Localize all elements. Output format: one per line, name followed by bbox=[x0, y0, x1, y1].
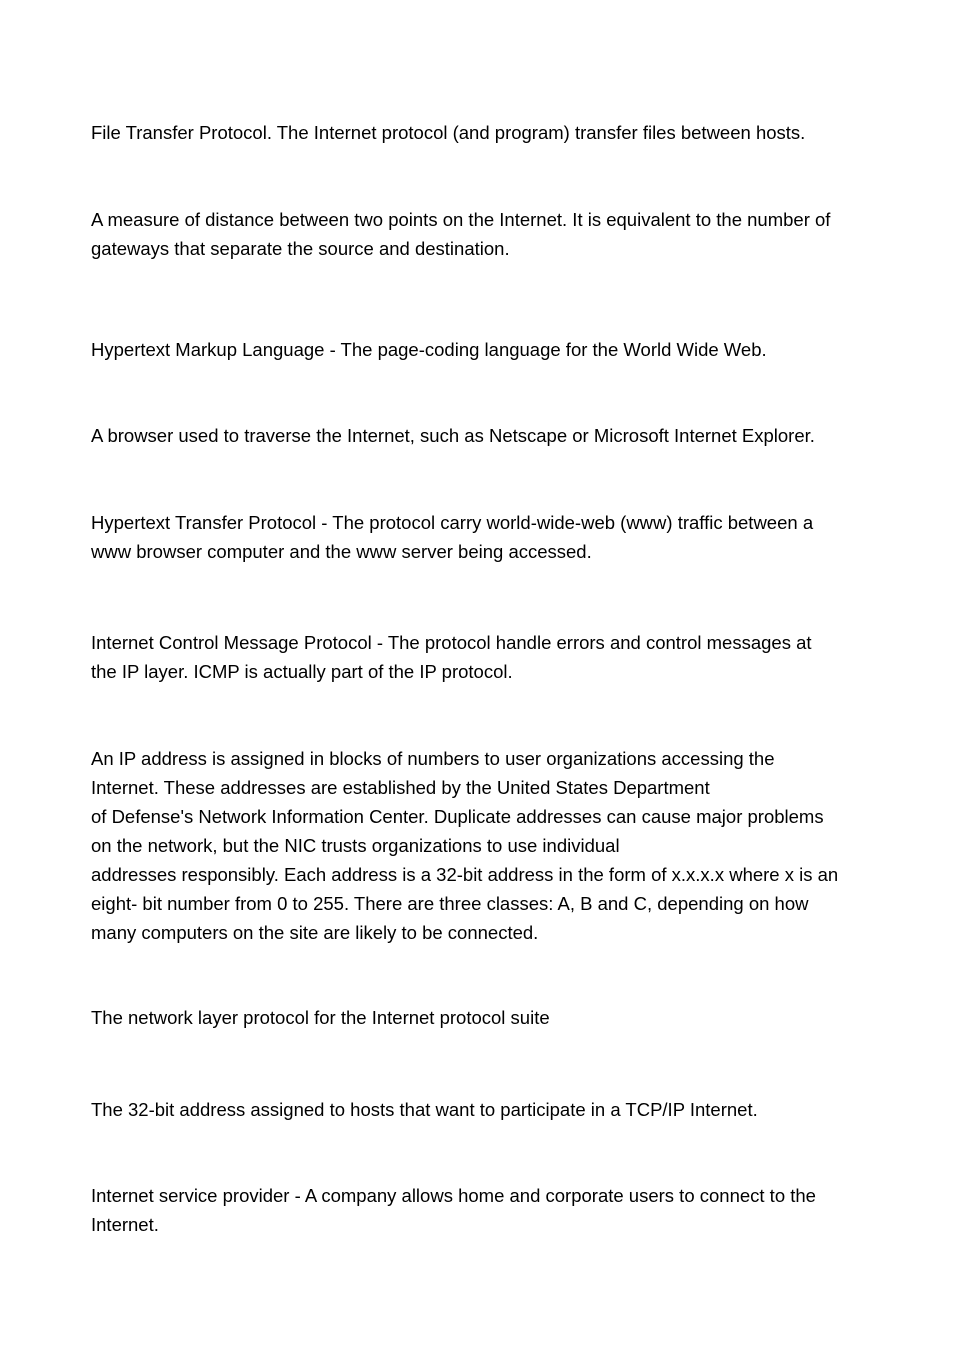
definition-line: The 32-bit address assigned to hosts that want to participate in a TCP/IP Internet. bbox=[91, 1099, 758, 1120]
definition-line: A measure of distance between two points on the Internet. It is equivalent to the number of bbox=[91, 209, 831, 230]
definition-browser bbox=[91, 421, 881, 450]
definition-line: Internet. bbox=[91, 1214, 159, 1235]
definition-icmp bbox=[91, 628, 881, 686]
definition-ip-address bbox=[91, 1095, 881, 1124]
definition-line: of Defense's Network Information Center. Duplicate addresses can cause major problems bbox=[91, 806, 824, 827]
definition-line: Hypertext Markup Language - The page-coding language for the World Wide Web. bbox=[91, 339, 767, 360]
definition-line: Hypertext Transfer Protocol - The protocol carry world-wide-web (www) traffic between a bbox=[91, 512, 814, 533]
definition-line: An IP address is assigned in blocks of numbers to user organizations accessing the bbox=[91, 748, 775, 769]
definition-line: eight- bit number from 0 to 255. There are three classes: A, B and C, depending on how bbox=[91, 893, 809, 914]
definition-line: gateways that separate the source and destination. bbox=[91, 238, 510, 259]
definition-hop bbox=[91, 205, 881, 263]
definition-line: Internet Control Message Protocol - The protocol handle errors and control messages at bbox=[91, 632, 812, 653]
definition-line: A browser used to traverse the Internet, such as Netscape or Microsoft Internet Explorer. bbox=[91, 425, 815, 446]
definition-line: www browser computer and the www server being accessed. bbox=[91, 541, 592, 562]
definition-line: on the network, but the NIC trusts organizations to use individual bbox=[91, 835, 620, 856]
definition-line: The network layer protocol for the Internet protocol suite bbox=[91, 1007, 550, 1028]
definition-line: Internet. These addresses are established by the United States Department bbox=[91, 777, 710, 798]
definition-isp bbox=[91, 1181, 881, 1239]
definition-ip bbox=[91, 1003, 881, 1032]
definition-http bbox=[91, 508, 881, 566]
definition-ftp bbox=[91, 118, 881, 147]
definition-line: the IP layer. ICMP is actually part of the IP protocol. bbox=[91, 661, 513, 682]
definition-ip-address-blocks bbox=[91, 744, 881, 947]
definition-html bbox=[91, 335, 881, 364]
definition-line: File Transfer Protocol. The Internet protocol (and program) transfer files between hosts. bbox=[91, 122, 806, 143]
definition-line: many computers on the site are likely to be connected. bbox=[91, 922, 539, 943]
definition-line: addresses responsibly. Each address is a 32-bit address in the form of x.x.x.x where x is an bbox=[91, 864, 839, 885]
definition-line: Internet service provider - A company allows home and corporate users to connect to the bbox=[91, 1185, 816, 1206]
